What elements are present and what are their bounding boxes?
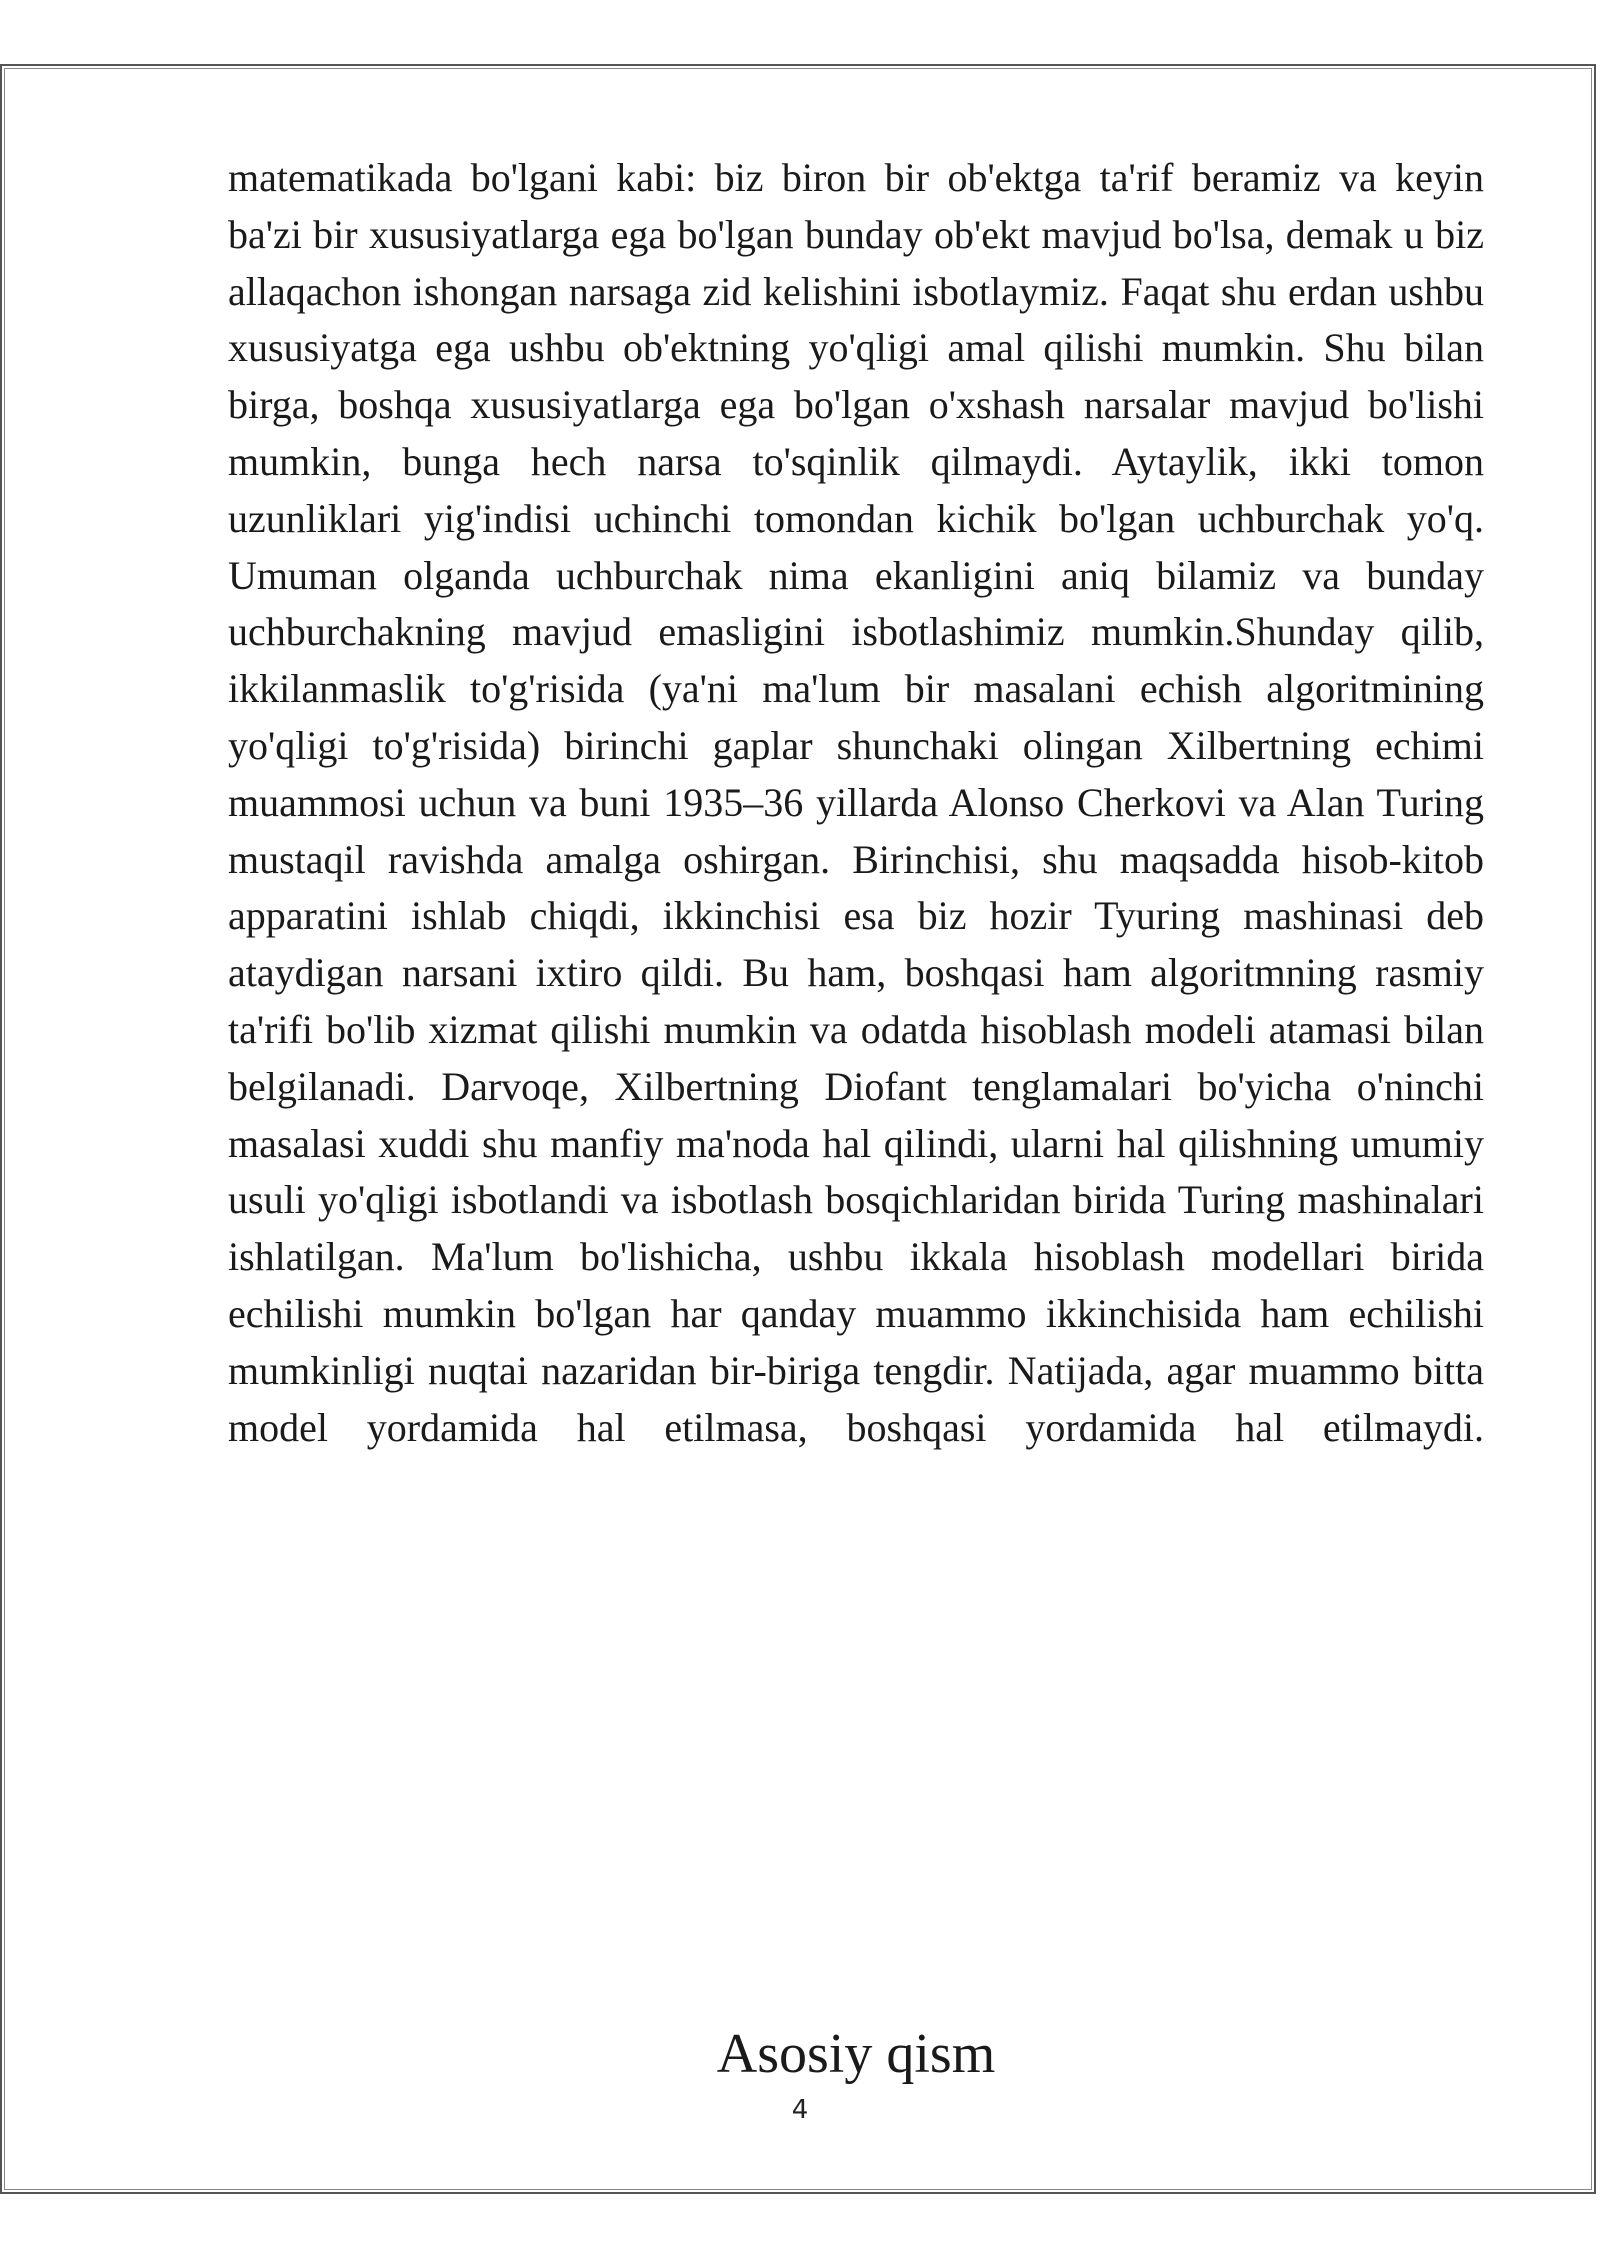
- section-heading: Asosiy qism: [716, 2023, 996, 2085]
- page-number: 4: [791, 2095, 809, 2125]
- body-paragraph: matematikada bo'lgani kabi: biz biron bir ob'ektga ta'rif beramiz va keyin ba'zi bir xususiyatlarga ega bo'lgan bunday ob'ekt mavjud bo'lsa, demak u biz allaqachon ishongan narsaga zid kelishini isbotlaymiz. Faqat shu erdan ushbu xususiyatga ega ushbu ob'ektning yo'qligi amal qilishi mumkin. Shu bilan birga, boshqa xususiyatlarga ega bo'lgan o'xshash narsalar mavjud bo'lishi mumkin, bunga hech narsa to'sqinlik qilmaydi. Aytaylik, ikki tomon uzunliklari yig'indisi uchinchi tomondan kichik bo'lgan uchburchak yo'q. Umuman olganda uchburchak nima ekanligini aniq bilamiz va bunday uchburchakning mavjud emasligini isbotlashimiz mumkin.Shunday qilib, ikkilanmaslik to'g'risida (ya'ni ma'lum bir masalani echish algoritmining yo'qligi to'g'risida) birinchi gaplar shunchaki olingan Xilbertning echimi muammosi uchun va buni 1935–36 yillarda Alonso Cherkovi va Alan Turing mustaqil ravishda amalga oshirgan. Birinchisi, shu maqsadda hisob-kitob apparatini ishlab chiqdi, ikkinchisi esa biz hozir Tyuring mashinasi deb ataydigan narsani ixtiro qildi. Bu ham, boshqasi ham algoritmning rasmiy ta'rifi bo'lib xizmat qilishi mumkin va odatda hisoblash modeli atamasi bilan belgilanadi. Darvoqe, Xilbertning Diofant tenglamalari bo'yicha o'ninchi masalasi xuddi shu manfiy ma'noda hal qilindi, ularni hal qilishning umumiy usuli yo'qligi isbotlandi va isbotlash bosqichlaridan birida Turing mashinalari ishlatilgan. Ma'lum bo'lishicha, ushbu ikkala hisoblash modellari birida echilishi mumkin bo'lgan har qanday muammo ikkinchisida ham echilishi mumkinligi nuqtai nazaridan bir-biriga tengdir. Natijada, agar muammo bitta model yordamida hal etilmasa, boshqasi yordamida hal etilmaydi.: [228, 155, 1484, 1450]
